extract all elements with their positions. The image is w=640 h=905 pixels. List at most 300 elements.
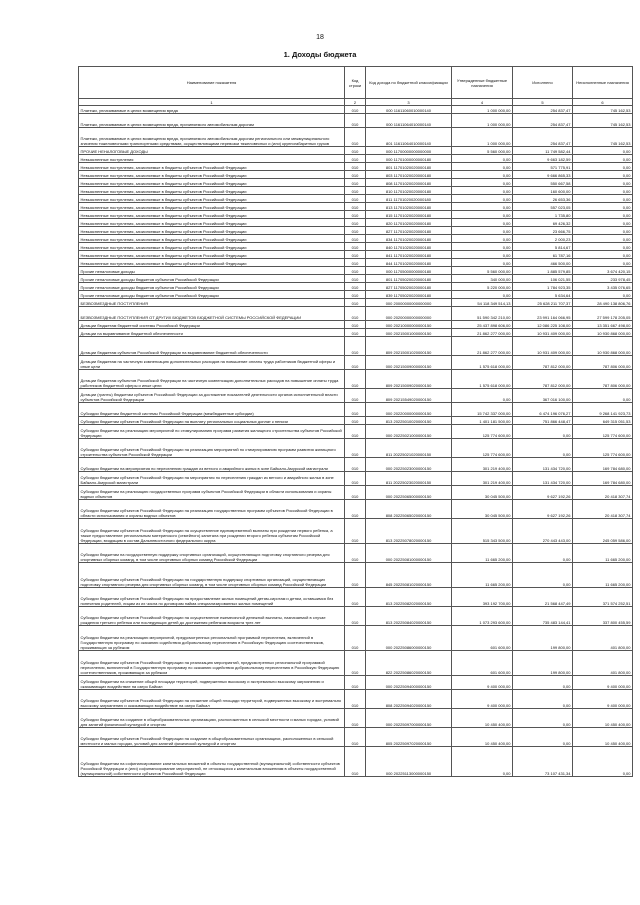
planned-amount: 10 450 400,00 (452, 709, 513, 728)
indicator-name: Невыясненные поступления, зачисляемые в бюджеты субъектов Российской Федерации (79, 171, 345, 179)
unexecuted-amount: 0,00 (573, 243, 633, 251)
indicator-name: Субсидии бюджетам субъектов Российской Федерации на реализацию мероприятий по стимулированию программ развития жилищного строительства субъектов Российской Федерации (79, 439, 345, 458)
table-row (79, 626, 633, 651)
page-number: 18 (316, 34, 324, 41)
unexecuted-amount: 9 400 000,00 (573, 690, 633, 709)
table-row (79, 500, 633, 519)
indicator-name: Платежи, уплачиваемые в целях возмещения вреда (79, 106, 345, 114)
executed-amount: 10 931 409 000,00 (513, 337, 573, 356)
row-code: 010 (345, 114, 366, 128)
row-code: 010 (345, 709, 366, 728)
row-code: 010 (345, 307, 366, 321)
row-code: 010 (345, 747, 366, 777)
planned-amount: 601 600,00 (452, 626, 513, 651)
executed-amount: 787 812 000,00 (513, 356, 573, 370)
executed-amount: 21 568 447,49 (513, 588, 573, 607)
classification-code: 813 20225082020000150 (366, 588, 452, 607)
executed-amount: 0,00 (513, 709, 573, 728)
row-code: 010 (345, 544, 366, 563)
revenue-table (78, 66, 633, 777)
row-code: 010 (345, 439, 366, 458)
executed-amount: 1 735,80 (513, 211, 573, 219)
executed-amount: 557 023,05 (513, 203, 573, 211)
executed-amount: 550 667,58 (513, 179, 573, 187)
executed-amount: 199 800,00 (513, 626, 573, 651)
table-row (79, 690, 633, 709)
table-row (79, 106, 633, 114)
classification-code: 805 20225097020000150 (366, 728, 452, 747)
indicator-name: Субсидии бюджетам субъектов Российской Федерации на реализацию государственных программ субъектов Российской Федерации в области использования и охраны водных объектов (79, 500, 345, 519)
classification-code: 801 11705020020000180 (366, 275, 452, 283)
row-code: 010 (345, 588, 366, 607)
classification-code: 809 20215009020000150 (366, 370, 452, 389)
classification-code: 000 20215009000000150 (366, 356, 452, 370)
row-code: 010 (345, 187, 366, 195)
classification-code: 811 11701020020000180 (366, 195, 452, 203)
row-code: 010 (345, 651, 366, 676)
executed-amount: 9 666 865,33 (513, 171, 573, 179)
row-code: 010 (345, 486, 366, 500)
row-code: 010 (345, 403, 366, 417)
indicator-name: Субсидии бюджетам субъектов Российской Федерации на снижение общей площади территорий, подверженных высокому и экстремально высокому загрязнению и оказывающих воздействие на озеро Байкал (79, 690, 345, 709)
table-row (79, 651, 633, 676)
planned-amount: 0,00 (452, 243, 513, 251)
executed-amount: 0,00 (513, 676, 573, 690)
classification-code: 834 11701020020000180 (366, 235, 452, 243)
planned-amount: 0,00 (452, 259, 513, 267)
row-code: 010 (345, 425, 366, 439)
executed-amount: 0,00 (513, 425, 573, 439)
classification-code: 841 11701020020000180 (366, 251, 452, 259)
unexecuted-amount: 0,00 (573, 251, 633, 259)
table-row (79, 179, 633, 187)
unexecuted-amount: 3 435 076,65 (573, 283, 633, 291)
unexecuted-amount: 245 059 586,00 (573, 519, 633, 544)
executed-amount: 26 653,36 (513, 195, 573, 203)
row-code: 010 (345, 676, 366, 690)
indicator-name: Субсидии бюджетам субъектов Российской Федерации на реализацию мероприятий, предусмотренных региональной программой переселения, включенной в Государственную программу по оказанию содействия добровольному переселению в Российскую Федерацию соотечественников, проживающих за рубежом (79, 651, 345, 676)
planned-amount: 1 575 618 000,00 (452, 356, 513, 370)
table-row (79, 235, 633, 243)
indicator-name: Субсидии бюджетам на реализацию государственных программ субъектов Российской Федерации в области использования и охраны водных объектов (79, 486, 345, 500)
row-code: 010 (345, 106, 366, 114)
classification-code: 803 11701020020000180 (366, 171, 452, 179)
planned-amount: 0,00 (452, 747, 513, 777)
indicator-name: Субсидии бюджетам субъектов Российской Федерации на осуществление единовременной выплаты при рождении первого ребенка, а также предоставление региональным материнского (семейного) капитала при рождении второго ребенка субъектам Российской Федерации, входящим в состав Дальневосточного федерального округа (79, 519, 345, 544)
executed-amount: 131 434 720,00 (513, 472, 573, 486)
table-row (79, 337, 633, 356)
table-header-row (79, 67, 633, 99)
unexecuted-amount: 9 400 000,00 (573, 676, 633, 690)
planned-amount: 515 343 500,00 (452, 519, 513, 544)
planned-amount: 601 600,00 (452, 651, 513, 676)
indicator-name: Субсидии бюджетам бюджетной системы Российской Федерации (межбюджетные субсидии) (79, 403, 345, 417)
classification-code: 808 20225065020000150 (366, 500, 452, 519)
classification-code: 801 11611064010000140 (366, 128, 452, 147)
page-title: 1. Доходы бюджета (283, 50, 357, 59)
planned-amount: 0,00 (452, 163, 513, 171)
planned-amount: 0,00 (452, 187, 513, 195)
indicator-name: Невыясненные поступления, зачисляемые в бюджеты субъектов Российской Федерации (79, 243, 345, 251)
executed-amount: 61 787,16 (513, 251, 573, 259)
column-header-classification-code: Код дохода по бюджетной классификации (366, 67, 452, 99)
table-row (79, 417, 633, 425)
unexecuted-amount: 10 450 400,00 (573, 709, 633, 728)
table-row (79, 219, 633, 227)
planned-amount: 0,00 (452, 235, 513, 243)
table-row (79, 299, 633, 307)
row-code: 010 (345, 417, 366, 425)
indicator-name: Дотации бюджетам на частичную компенсацию дополнительных расходов на повышение оплаты труда работников бюджетной сферы и иные цели (79, 356, 345, 370)
column-header-row-code: Код строки (345, 67, 366, 99)
classification-code: 811 20225021020000150 (366, 439, 452, 458)
row-code: 010 (345, 519, 366, 544)
executed-amount: 11 749 582,44 (513, 147, 573, 155)
row-code: 010 (345, 728, 366, 747)
indicator-name: Субсидии бюджетам субъектов Российской Федерации на предоставление жилых помещений детям-сиротам и детям, оставшимся без попечения родителей, лицам из их числа по договорам найма специализированных жилых помещений (79, 588, 345, 607)
unexecuted-amount: 10 930 868 000,00 (573, 329, 633, 337)
executed-amount: 1 885 579,85 (513, 267, 573, 275)
planned-amount: 30 045 500,00 (452, 500, 513, 519)
indicator-name: Субсидии бюджетам на государственную поддержку спортивных организаций, осуществляющих подготовку спортивного резерва для спортивных сборных команд, в том числе спортивных сборных команд Российской Федерации (79, 544, 345, 563)
executed-amount: 9 627 192,26 (513, 500, 573, 519)
executed-amount: 9 663 182,59 (513, 155, 573, 163)
column-header-planned: Утвержденные бюджетные назначения (452, 67, 513, 99)
executed-amount: 751 866 448,47 (513, 417, 573, 425)
classification-code: 809 20215549020000150 (366, 389, 452, 403)
unexecuted-amount: 9 268 141 923,73 (573, 403, 633, 417)
unexecuted-amount: 0,00 (573, 219, 633, 227)
executed-amount: 5 634,64 (513, 291, 573, 299)
table-row (79, 155, 633, 163)
planned-amount: 10 450 400,00 (452, 728, 513, 747)
classification-code: 000 20215001000000150 (366, 329, 452, 337)
row-code: 010 (345, 690, 366, 709)
column-number: 3 (366, 99, 452, 106)
indicator-name: Субсидии бюджетам субъектов Российской Федерации на осуществление ежемесячной денежной выплаты, назначаемой в случае рождения третьего ребенка или последующих детей до достижения ребенком возраста трех лет (79, 607, 345, 626)
executed-amount: 735 483 144,41 (513, 607, 573, 626)
executed-amount: 6 474 196 076,27 (513, 403, 573, 417)
planned-amount: 0,00 (452, 251, 513, 259)
unexecuted-amount: 0,00 (573, 211, 633, 219)
indicator-name: Прочие неналоговые доходы бюджетов субъектов Российской Федерации (79, 283, 345, 291)
row-code: 010 (345, 128, 366, 147)
classification-code: 822 20225086020000150 (366, 651, 452, 676)
planned-amount: 125 774 600,00 (452, 425, 513, 439)
indicator-name: Прочие неналоговые доходы бюджетов субъектов Российской Федерации (79, 291, 345, 299)
indicator-name: Субсидии бюджетам на создание в общеобразовательных организациях, расположенных в сельской местности и малых городах, условий для занятий физической культурой и спортом (79, 709, 345, 728)
classification-code: 000 20000000000000000 (366, 299, 452, 307)
unexecuted-amount: 11 665 200,00 (573, 544, 633, 563)
planned-amount: 21 862 277 000,00 (452, 337, 513, 356)
unexecuted-amount: 27 599 178 205,05 (573, 307, 633, 321)
classification-code: 813 11701020020000180 (366, 203, 452, 211)
column-header-name: Наименование показателя (79, 67, 345, 99)
executed-amount: 10 931 409 000,00 (513, 329, 573, 337)
classification-code: 844 11701020020000180 (366, 259, 452, 267)
classification-code: 000 20225086000000150 (366, 626, 452, 651)
row-code: 010 (345, 243, 366, 251)
executed-amount: 571 775,91 (513, 163, 573, 171)
planned-amount: 30 045 500,00 (452, 486, 513, 500)
executed-amount: 199 800,00 (513, 651, 573, 676)
unexecuted-amount: 401 800,00 (573, 651, 633, 676)
planned-amount: 0,00 (452, 203, 513, 211)
executed-amount: 106 021,55 (513, 275, 573, 283)
indicator-name: Субсидии бюджетам субъектов Российской Федерации на создание в общеобразовательных организациях, расположенных в сельской местности и малых городах, условий для занятий физической культурой и спортом (79, 728, 345, 747)
planned-amount: 301 219 400,00 (452, 472, 513, 486)
executed-amount: 0,00 (513, 544, 573, 563)
planned-amount: 21 862 277 000,00 (452, 329, 513, 337)
indicator-name: Платежи, уплачиваемые в целях возмещения вреда, причиняемого автомобильным дорогам регионального или межмуниципального значения тяжеловесными транспортными средствами, осуществляющими перевозки тяжеловесных и (или) крупногабаритных грузов (79, 128, 345, 147)
indicator-name: Дотации бюджетам субъектов Российской Федерации на частичную компенсацию дополнительных расходов на повышение оплаты труда работников бюджетной сферы и иные цели (79, 370, 345, 389)
table-row (79, 195, 633, 203)
planned-amount: 11 665 200,00 (452, 563, 513, 588)
row-code: 010 (345, 370, 366, 389)
row-code: 010 (345, 235, 366, 243)
column-number-row (79, 99, 633, 106)
table-row (79, 563, 633, 588)
executed-amount: 2 000,23 (513, 235, 573, 243)
table-row (79, 356, 633, 370)
unexecuted-amount: 13 351 667 498,00 (573, 321, 633, 329)
indicator-name: Невыясненные поступления, зачисляемые в бюджеты субъектов Российской Федерации (79, 187, 345, 195)
table-row (79, 227, 633, 235)
row-code: 010 (345, 321, 366, 329)
executed-amount: 131 434 720,00 (513, 458, 573, 472)
table-row (79, 544, 633, 563)
row-code: 010 (345, 251, 366, 259)
row-code: 010 (345, 472, 366, 486)
table-row (79, 439, 633, 458)
table-row (79, 171, 633, 179)
table-row (79, 187, 633, 195)
classification-code: 000 20225094000000150 (366, 676, 452, 690)
unexecuted-amount: 0,00 (573, 747, 633, 777)
row-code: 010 (345, 155, 366, 163)
row-code: 010 (345, 283, 366, 291)
unexecuted-amount: 0,00 (573, 389, 633, 403)
planned-amount: 9 400 000,00 (452, 676, 513, 690)
table-row (79, 267, 633, 275)
unexecuted-amount: 649 315 051,53 (573, 417, 633, 425)
indicator-name: Субсидии бюджетам на снижение общей площади территорий, подверженных высокому и экстремально высокому загрязнению и оказывающих воздействие на озеро Байкал (79, 676, 345, 690)
row-code: 010 (345, 356, 366, 370)
classification-code: 000 11611064010000140 (366, 114, 452, 128)
classification-code: 809 20215001020000150 (366, 337, 452, 356)
planned-amount: 301 219 400,00 (452, 458, 513, 472)
row-code: 010 (345, 211, 366, 219)
unexecuted-amount: 401 800,00 (573, 626, 633, 651)
indicator-name: Невыясненные поступления, зачисляемые в бюджеты субъектов Российской Федерации (79, 211, 345, 219)
planned-amount: 1 000 000,00 (452, 114, 513, 128)
table-row (79, 251, 633, 259)
unexecuted-amount: 10 930 868 000,00 (573, 337, 633, 356)
classification-code: 000 20225023000000150 (366, 458, 452, 472)
classification-code: 000 20210000000000150 (366, 321, 452, 329)
classification-code: 808 20225094020000150 (366, 690, 452, 709)
classification-code: 801 11701020020000180 (366, 163, 452, 171)
row-code: 010 (345, 259, 366, 267)
planned-amount: 1 000 000,00 (452, 106, 513, 114)
unexecuted-amount: 0,00 (573, 171, 633, 179)
executed-amount: 160 600,00 (513, 187, 573, 195)
unexecuted-amount: 787 806 000,00 (573, 370, 633, 389)
indicator-name: Дотации бюджетам субъектов Российской Федерации на выравнивание бюджетной обеспеченности (79, 337, 345, 356)
indicator-name: Прочие неналоговые доходы (79, 267, 345, 275)
executed-amount: 1 784 923,35 (513, 283, 573, 291)
row-code: 010 (345, 291, 366, 299)
planned-amount: 0,00 (452, 155, 513, 163)
table-row (79, 147, 633, 155)
unexecuted-amount: 169 784 680,00 (573, 458, 633, 472)
indicator-name: Невыясненные поступления (79, 155, 345, 163)
column-number: 1 (79, 99, 345, 106)
executed-amount: 5 814,67 (513, 243, 573, 251)
unexecuted-amount: 0,00 (573, 259, 633, 267)
unexecuted-amount: 787 806 000,00 (573, 356, 633, 370)
table-row (79, 747, 633, 777)
table-row (79, 588, 633, 607)
unexecuted-amount: 0,00 (573, 291, 633, 299)
table-body (79, 106, 633, 777)
unexecuted-amount: 337 800 455,59 (573, 607, 633, 626)
column-number: 4 (452, 99, 513, 106)
row-code: 010 (345, 195, 366, 203)
planned-amount: 0,00 (452, 171, 513, 179)
indicator-name: ПРОЧИЕ НЕНАЛОГОВЫЕ ДОХОДЫ (79, 147, 345, 155)
planned-amount: 0,00 (452, 195, 513, 203)
row-code: 010 (345, 389, 366, 403)
indicator-name: Невыясненные поступления, зачисляемые в бюджеты субъектов Российской Федерации (79, 259, 345, 267)
planned-amount: 5 220 000,00 (452, 283, 513, 291)
indicator-name: Невыясненные поступления, зачисляемые в бюджеты субъектов Российской Федерации (79, 227, 345, 235)
executed-amount: 787 812 000,00 (513, 370, 573, 389)
executed-amount: 0,00 (513, 728, 573, 747)
table-row (79, 519, 633, 544)
indicator-name: Субсидии бюджетам субъектов Российской Федерации на мероприятия по переселению граждан из ветхого и аварийного жилья в зоне Байкало-Амурской магистрали (79, 472, 345, 486)
indicator-name: Невыясненные поступления, зачисляемые в бюджеты субъектов Российской Федерации (79, 203, 345, 211)
classification-code: 820 11701020020000180 (366, 219, 452, 227)
classification-code: 813 20225078020000150 (366, 519, 452, 544)
executed-amount: 254 837,47 (513, 128, 573, 147)
unexecuted-amount: 745 162,53 (573, 128, 633, 147)
column-number: 5 (513, 99, 573, 106)
row-code: 010 (345, 500, 366, 519)
indicator-name: Субсидии бюджетам субъектов Российской Федерации на государственную поддержку спортивных организаций, осуществляющих подготовку спортивного резерва для спортивных сборных команд, в том числе спортивных сборных команд Российской Федерации (79, 563, 345, 588)
row-code: 010 (345, 607, 366, 626)
planned-amount: 11 665 200,00 (452, 544, 513, 563)
table-row (79, 329, 633, 337)
indicator-name: Дотации (гранты) бюджетам субъектов Российской Федерации за достижение показателей деятельности органов исполнительной власти субъектов Российской Федерации (79, 389, 345, 403)
indicator-name: Дотации бюджетам бюджетной системы Российской Федерации (79, 321, 345, 329)
indicator-name: Субсидии бюджетам на реализацию мероприятий, предусмотренных региональной программой переселения, включенной в Государственную программу по оказанию содействия добровольному переселению в Российскую Федерацию соотечественников, проживающих за рубежом (79, 626, 345, 651)
executed-amount: 254 837,47 (513, 106, 573, 114)
classification-code: 000 11701000000000180 (366, 155, 452, 163)
row-code: 010 (345, 179, 366, 187)
table-row (79, 403, 633, 417)
table-row (79, 275, 633, 283)
unexecuted-amount: 0,00 (573, 203, 633, 211)
unexecuted-amount: 0,00 (573, 155, 633, 163)
column-number: 6 (573, 99, 633, 106)
classification-code: 827 11701020020000180 (366, 227, 452, 235)
unexecuted-amount: 125 774 600,00 (573, 425, 633, 439)
planned-amount: 0,00 (452, 227, 513, 235)
unexecuted-amount: 20 418 307,74 (573, 486, 633, 500)
executed-amount: 12 086 225 108,00 (513, 321, 573, 329)
classification-code: 813 20225010020000150 (366, 417, 452, 425)
classification-code: 000 20220000000000150 (366, 403, 452, 417)
planned-amount: 1 575 618 000,00 (452, 370, 513, 389)
row-code: 010 (345, 171, 366, 179)
indicator-name: Невыясненные поступления, зачисляемые в бюджеты субъектов Российской Федерации (79, 235, 345, 243)
indicator-name: Невыясненные поступления, зачисляемые в бюджеты субъектов Российской Федерации (79, 219, 345, 227)
classification-code: 845 20225081020000150 (366, 563, 452, 588)
table-row (79, 458, 633, 472)
classification-code: 000 11611060010000140 (366, 106, 452, 114)
unexecuted-amount: 233 978,45 (573, 275, 633, 283)
column-header-executed: Исполнено (513, 67, 573, 99)
unexecuted-amount: 28 490 138 806,76 (573, 299, 633, 307)
unexecuted-amount: 0,00 (573, 227, 633, 235)
indicator-name: Невыясненные поступления, зачисляемые в бюджеты субъектов Российской Федерации (79, 251, 345, 259)
column-number: 2 (345, 99, 366, 106)
indicator-name: БЕЗВОЗМЕЗДНЫЕ ПОСТУПЛЕНИЯ ОТ ДРУГИХ БЮДЖЕТОВ БЮДЖЕТНОЙ СИСТЕМЫ РОССИЙСКОЙ ФЕДЕРАЦИИ (79, 307, 345, 321)
table-row (79, 676, 633, 690)
unexecuted-amount: 20 418 307,74 (573, 500, 633, 519)
row-code: 010 (345, 147, 366, 155)
row-code: 010 (345, 626, 366, 651)
planned-amount: 0,00 (452, 219, 513, 227)
table-row (79, 243, 633, 251)
planned-amount: 0,00 (452, 291, 513, 299)
planned-amount: 15 742 337 000,00 (452, 403, 513, 417)
unexecuted-amount: 371 574 252,51 (573, 588, 633, 607)
planned-amount: 51 590 342 210,00 (452, 307, 513, 321)
unexecuted-amount: 745 162,53 (573, 114, 633, 128)
indicator-name: Невыясненные поступления, зачисляемые в бюджеты субъектов Российской Федерации (79, 179, 345, 187)
table-row (79, 425, 633, 439)
planned-amount: 0,00 (452, 211, 513, 219)
table-row (79, 607, 633, 626)
table-row (79, 486, 633, 500)
planned-amount: 9 400 000,00 (452, 690, 513, 709)
indicator-name: Невыясненные поступления, зачисляемые в бюджеты субъектов Российской Федерации (79, 195, 345, 203)
executed-amount: 0,00 (513, 690, 573, 709)
row-code: 010 (345, 203, 366, 211)
unexecuted-amount: 0,00 (573, 147, 633, 155)
executed-amount: 0,00 (513, 439, 573, 458)
unexecuted-amount: 0,00 (573, 187, 633, 195)
table-row (79, 370, 633, 389)
planned-amount: 0,00 (452, 389, 513, 403)
classification-code: 813 20225084020000150 (366, 607, 452, 626)
unexecuted-amount: 11 665 200,00 (573, 563, 633, 588)
executed-amount: 69 426,32 (513, 219, 573, 227)
planned-amount: 125 774 600,00 (452, 439, 513, 458)
classification-code: 000 11705000000000180 (366, 267, 452, 275)
classification-code: 000 20225021000000150 (366, 425, 452, 439)
planned-amount: 5 560 000,00 (452, 267, 513, 275)
planned-amount: 1 073 293 600,00 (452, 607, 513, 626)
classification-code: 815 11701020020000180 (366, 211, 452, 219)
row-code: 010 (345, 458, 366, 472)
unexecuted-amount: 745 162,53 (573, 106, 633, 114)
classification-code: 000 20225065000000150 (366, 486, 452, 500)
classification-code: 811 20225023020000150 (366, 472, 452, 486)
classification-code: 840 11701020020000180 (366, 243, 452, 251)
